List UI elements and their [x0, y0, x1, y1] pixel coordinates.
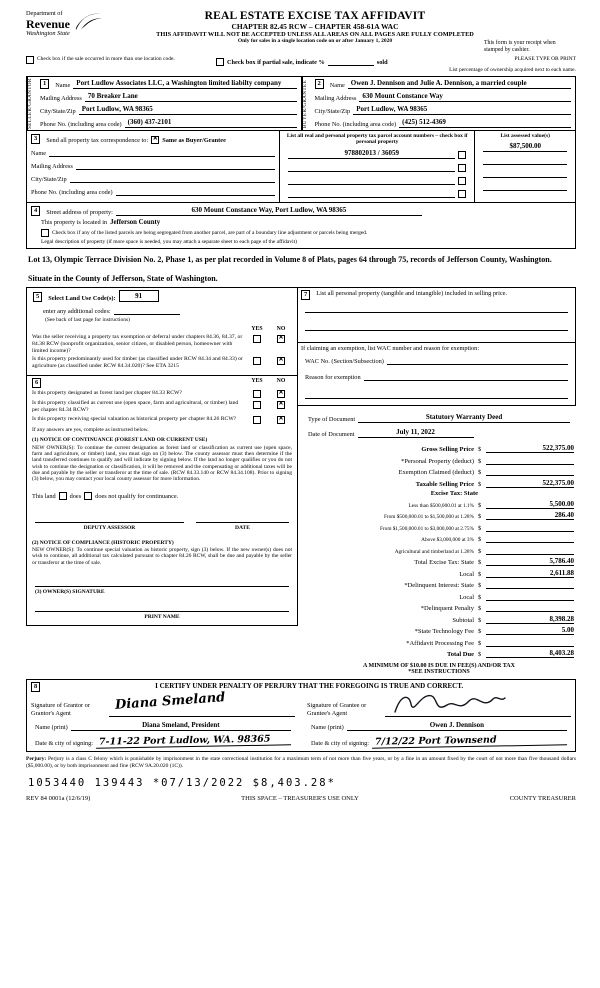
excise-state-header: Excise Tax: State: [430, 490, 478, 498]
certification-section: [26, 679, 576, 752]
taxable-price-label: Taxable Selling Price: [415, 480, 474, 488]
sec5-q2-yes-checkbox[interactable]: [253, 357, 261, 365]
exemption-section: [298, 343, 576, 407]
multi-location-label: Check box if the sale occurred in more than one location code.: [37, 56, 175, 63]
assessed-value-field[interactable]: $87,500.00: [483, 142, 567, 152]
located-county-value: Jefferson County: [110, 218, 161, 226]
delinquent-interest-value[interactable]: [486, 580, 574, 589]
located-in-label: This property is located in: [41, 218, 108, 226]
dor-swoosh-icon: [74, 10, 104, 34]
only-note: Only for sales in a single location code on or after January 1, 2020: [237, 38, 393, 44]
grantor-name-print-field[interactable]: Diana Smeland, President: [71, 721, 291, 731]
taxable-price-value[interactable]: 522,375.00: [486, 479, 574, 488]
seller-city-field[interactable]: Port Ludlow, WA 98365: [79, 105, 297, 115]
seller-mailing-label: Mailing Address: [40, 95, 82, 103]
owners-signature-label: (3) OWNER(S) SIGNATURE: [35, 589, 105, 596]
seller-side-label: SELLER/GRANTOR: [27, 77, 36, 130]
correspondence-section: [26, 131, 576, 203]
treasurer-space-label: THIS SPACE – TREASURER'S USE ONLY: [241, 795, 359, 802]
sec6-yes-header: YES: [251, 377, 263, 384]
perjury-paragraph: [26, 756, 576, 769]
assessed-field-4[interactable]: [483, 181, 567, 191]
does-not-label: does not qualify for continuance.: [95, 492, 179, 500]
local-label: Local: [459, 570, 474, 578]
date-of-document-label: Date of Document: [308, 431, 355, 439]
deputy-date-label: DATE: [235, 525, 250, 532]
exemption-deduct-label: Exemption Claimed (deduct): [398, 469, 474, 477]
rate1-value[interactable]: 5,500.00: [486, 500, 574, 509]
parcel-personal-checkbox-1[interactable]: [458, 151, 466, 159]
dor-logo-block: [26, 10, 146, 37]
grantor-name-print-label: Name (print): [35, 724, 68, 732]
total-due-label: Total Due: [446, 651, 474, 659]
tax-computation: Type of Document Statutory Warranty Deed Date of Document July 11, 2022 Gross Selling Price $ 522,375.00 *Personal Property (deduct) $ Exemption Claimed (deduct) $ Taxable Selling Price $ 522,375.00 Excise Tax: State Less than $500,000.01 at 1.1% $ 5,500.00 From $500,000.01 to $1,500,000 at 1.28% $ 286.40 From $1,500,000.01 to $3,000,000 at 2.75% $ Above $3,000,000 at 3% $ Agricultural and timberland at 1.28% $ Total Excise Tax: State $ 5,786.40 Local $ 2,611.88 *Delinquent Interest: State $ Local $ *Delinquent Penalty $ Subtotal $ 8,398.28 *State Technology Fee $ 5.00 *Affidavit Processing Fee $ Total Due $ 8,403.28 A MINIMUM OF $10.00 IS DUE IN FEE(S) AND/OR TAX *SEE INSTRUCTIONS: [298, 406, 576, 675]
sec5-no-header: NO: [276, 326, 286, 333]
sec5-yes-header: YES: [251, 326, 263, 333]
rate1-label: Less than $500,000.01 at 1.1%: [408, 502, 474, 509]
dept-line1: Department of: [26, 10, 63, 17]
parcel-personal-checkbox-4[interactable]: [458, 190, 466, 198]
parcel-field-2[interactable]: [288, 162, 455, 172]
sec5-question1: Was the seller receiving a property tax exemption or deferral under chapters 84.36, 84.37, or 84.38 RCW (nonprofit organization, senior citizen, or disabled person, homeowner with limited income)?: [32, 334, 243, 354]
grantor-signature-field[interactable]: [109, 690, 295, 717]
notice2-title: (2) NOTICE OF COMPLIANCE (HISTORIC PROPERTY): [32, 539, 174, 546]
warning-line: THIS AFFIDAVIT WILL NOT BE ACCEPTED UNLESS ALL AREAS ON ALL PAGES ARE FULLY COMPLETED: [156, 31, 474, 38]
legal-description-label: Legal description of property (if more space is needed, you may attach a separate sheet to each page of the affidavit): [41, 238, 297, 245]
send-correspondence-label: Send all property tax correspondence to:: [46, 137, 149, 145]
corr-name-field[interactable]: [49, 147, 275, 157]
partial-sale-checkbox[interactable]: [216, 58, 224, 66]
sec6-question1: Is this property designated as forest land per chapter 84.33 RCW?: [32, 389, 182, 396]
sec6-q2-no-checkbox[interactable]: ✕: [278, 400, 284, 407]
buyer-city-label: City/State/Zip: [314, 108, 351, 116]
grantee-name-print-field[interactable]: Owen J. Dennison: [347, 721, 567, 731]
grantor-signature-label: Signature of Grantor or Grantor's Agent: [31, 702, 90, 717]
corr-city-field[interactable]: [70, 173, 275, 183]
corr-mailing-label: Mailing Address: [31, 163, 73, 171]
partial-sold-label: sold: [376, 58, 388, 66]
sec5-q1-no-checkbox[interactable]: ✕: [278, 334, 284, 341]
subtotal-value[interactable]: 8,398.28: [486, 615, 574, 624]
rate3-label: From $1,500,000.01 to $3,000,000 at 2.75%: [379, 525, 474, 532]
street-address-field[interactable]: 630 Mount Constance Way, Port Ludlow, WA 98365: [116, 206, 422, 216]
print-name-label: PRINT NAME: [144, 614, 180, 621]
sec5-q1-yes-checkbox[interactable]: [253, 335, 261, 343]
middle-columns: [26, 287, 576, 676]
seller-section: [26, 76, 301, 131]
segregated-label: Check box if any of the listed parcels are being segregated from another parcel, are part of a boundary line adjustment or parcels being merged.: [52, 230, 368, 237]
deputy-assessor-label: DEPUTY ASSESSOR: [83, 525, 136, 532]
rate3-value[interactable]: [486, 523, 574, 532]
section1-number: 1: [40, 79, 49, 89]
does-not-qualify-checkbox[interactable]: [84, 492, 92, 500]
assessed-field-2[interactable]: [483, 155, 567, 165]
buyer-side-label: BUYER/GRANTEE: [302, 77, 311, 130]
minimum-note: A MINIMUM OF $10.00 IS DUE IN FEE(S) AND/OR TAX: [363, 663, 515, 670]
parcel-field-3[interactable]: [288, 175, 455, 185]
type-or-print: PLEASE TYPE OR PRINT: [514, 56, 576, 63]
notice2-text: NEW OWNER(S): To continue special valuation as historic property, sign (3) below. If the new owner(s) does not wish to continue, all additional tax calculated pursuant to chapter 84.26 RCW, shall be due and payable by the seller or transferor at the time of sale.: [32, 547, 292, 566]
buyer-city-field[interactable]: Port Ludlow, WA 98365: [353, 105, 571, 115]
grantee-signature-label: Signature of Grantee or Grantee's Agent: [307, 702, 367, 717]
sec6-q3-yes-checkbox[interactable]: [253, 416, 261, 424]
corr-phone-field[interactable]: [116, 186, 275, 196]
seller-name-label: Name: [55, 82, 71, 90]
partial-sale-label: Check box if partial sale, indicate %: [227, 58, 325, 66]
section4-number: 4: [31, 206, 40, 216]
total-state-value[interactable]: 5,786.40: [486, 557, 574, 566]
corr-phone-label: Phone No. (including area code): [31, 189, 113, 197]
affidavit-fee-value[interactable]: [486, 638, 574, 647]
does-qualify-checkbox[interactable]: [59, 492, 67, 500]
tech-fee-label: *State Technology Fee: [414, 628, 474, 636]
rate5-label: Agricultural and timberland at 1.28%: [394, 548, 474, 555]
grantor-date-city-label: Date & city of signing:: [35, 740, 94, 748]
buyer-name-field[interactable]: Owen J. Dennison and Julie A. Dennison, a married couple: [348, 79, 571, 89]
section6-number: 6: [32, 378, 41, 388]
buyer-name-label: Name: [329, 82, 345, 90]
see-instructions-note: *SEE INSTRUCTIONS: [408, 669, 470, 676]
grantee-name-print-label: Name (print): [311, 724, 344, 732]
seller-city-label: City/State/Zip: [40, 108, 76, 116]
if-yes-note: If any answers are yes, complete as instructed below.: [32, 426, 149, 433]
situate-line: Situate in the County of Jefferson, State of Washington.: [28, 273, 218, 283]
property-address-section: [26, 203, 576, 249]
continuance-section: [26, 376, 298, 626]
personal-property-label: List all personal property (tangible and intangible) included in selling price.: [316, 289, 508, 297]
rate5-value[interactable]: [486, 546, 574, 555]
sec5-q2-no-checkbox[interactable]: ✕: [278, 356, 284, 363]
parcel-personal-checkbox-2[interactable]: [458, 164, 466, 172]
certify-statement: I CERTIFY UNDER PENALTY OF PERJURY THAT THE FOREGOING IS TRUE AND CORRECT.: [155, 682, 464, 691]
grantor-date-city-field[interactable]: 7-11-22 Port Ludlow, WA. 98365: [96, 734, 291, 749]
dept-line3: Washington State: [26, 29, 70, 37]
notice1-text: NEW OWNER(S): To continue the current designation as forest land or classification as current use (open space, farm and agriculture, or timber) land, you must sign on (3) below. The county assessor must then determine if the land transferred continues to qualify and will indicate by signing below. If the land no longer qualifies or you do not wish to continue the designation or classification, it will be removed and the compensating or additional taxes will be due and payable by the seller or transferor at the time of sale. (RCW 84.33.140 or RCW 84.34.108). Prior to signing (3) below, you may contact your local county assessor for more information.: [32, 444, 292, 483]
personal-deduct-label: *Personal Property (deduct): [401, 457, 474, 465]
buyer-mailing-label: Mailing Address: [314, 95, 357, 103]
parcel-field-4[interactable]: [288, 188, 455, 198]
legal-description-text: Lot 13, Olympic Terrace Division No. 2, Phase 1, as per plat recorded in Volume 8 of Plats, pages 64 through 75, records of Jefferson County, Washington.: [28, 255, 552, 265]
pre-form-row: [26, 56, 576, 73]
exemption-header: If claiming an exemption, list WAC number and reason for exemption:: [301, 344, 480, 352]
parcel-header: List all real and personal property tax parcel account numbers – check box if personal property: [286, 133, 468, 146]
sec6-question2: Is this property classified as current use (open space, farm and agricultural, or timber) land per chapter 84.34 RCW?: [32, 400, 239, 413]
sec6-no-header: NO: [276, 377, 286, 384]
corr-mailing-field[interactable]: [76, 160, 275, 170]
exemption-deduct-value[interactable]: [486, 467, 574, 476]
form-title: REAL ESTATE EXCISE TAX AFFIDAVIT: [204, 10, 426, 22]
additional-codes-field[interactable]: [114, 305, 180, 315]
local-value[interactable]: 2,611.88: [486, 569, 574, 578]
rev-number: REV 84 0001a (12/6/19): [26, 795, 91, 802]
reason-field-2[interactable]: [305, 389, 568, 399]
partial-sale-percent-field[interactable]: [328, 56, 374, 66]
does-label: does: [69, 492, 82, 500]
sec6-q3-no-checkbox[interactable]: ✕: [278, 415, 284, 422]
buyer-phone-field[interactable]: (425) 512-4369: [399, 118, 571, 128]
section2-number: 2: [315, 79, 324, 89]
seller-phone-field[interactable]: (360) 437-2101: [125, 118, 297, 128]
section8-number: 8: [31, 682, 40, 692]
notice1-title: (1) NOTICE OF CONTINUANCE (FOREST LAND OR CURRENT USE): [32, 437, 208, 444]
additional-codes-label: enter any additional codes:: [43, 307, 111, 315]
buyer-phone-label: Phone No. (including area code): [314, 121, 397, 129]
seller-mailing-field[interactable]: 70 Breaker Lane: [85, 92, 297, 102]
segregated-checkbox[interactable]: [41, 229, 49, 237]
see-back-note: (See back of last page for instructions): [45, 316, 130, 323]
corr-city-label: City/State/Zip: [31, 176, 67, 184]
sec6-q1-no-checkbox[interactable]: ✕: [278, 390, 284, 397]
title-block: [146, 10, 484, 44]
parcel-personal-checkbox-3[interactable]: [458, 177, 466, 185]
rate4-label: Above $3,000,000 at 3%: [421, 537, 474, 544]
delinquent-local-label: Local: [459, 593, 474, 601]
wac-field[interactable]: [387, 355, 568, 365]
reason-label: Reason for exemption: [305, 374, 361, 382]
section3-number: 3: [31, 134, 40, 144]
grantee-date-city-field[interactable]: 7/12/22 Port Townsend: [372, 734, 567, 749]
date-of-document-field[interactable]: July 11, 2022: [358, 428, 474, 438]
rate2-label: From $500,000.01 to $1,500,000 at 1.28%: [383, 514, 474, 521]
sec6-q2-yes-checkbox[interactable]: [253, 401, 261, 409]
grantee-signature-scrawl: [389, 690, 509, 718]
ownership-note: List percentage of ownership acquired next to each name.: [449, 66, 576, 73]
tech-fee-value[interactable]: 5.00: [486, 626, 574, 635]
perjury-label: Perjury:: [26, 756, 47, 763]
reason-field[interactable]: [364, 371, 568, 381]
rate2-value[interactable]: 286.40: [486, 511, 574, 520]
assessed-field-3[interactable]: [483, 168, 567, 178]
assessed-header: List assessed value(s): [500, 133, 550, 140]
street-address-label: Street address of property:: [46, 208, 113, 216]
sec6-question3: Is this property receiving special valuation as historical property per chapter 84.26 RCW?: [32, 415, 237, 422]
chapter-line: CHAPTER 82.45 RCW – CHAPTER 458-61A WAC: [231, 22, 399, 31]
buyer-mailing-field[interactable]: 630 Mount Constance Way: [359, 92, 571, 102]
grantor-signature-text: Diana Smeland: [114, 690, 226, 714]
sec6-q1-yes-checkbox[interactable]: [253, 390, 261, 398]
buyer-section: [301, 76, 577, 131]
grantee-signature-field[interactable]: [385, 694, 571, 717]
gross-price-label: Gross Selling Price: [421, 446, 474, 454]
delinquent-interest-label: *Delinquent Interest: State: [404, 582, 474, 590]
owners-signature-line[interactable]: [35, 586, 289, 595]
form-footer: [26, 795, 576, 802]
delinquent-local-value[interactable]: [486, 592, 574, 601]
cashier-stamp: 1053440 139443 *07/13/2022 $8,403.28*: [28, 777, 336, 789]
land-qualify-pre: This land: [32, 492, 56, 500]
seller-name-field[interactable]: Port Ludlow Associates LLC, a Washington limited liabilty company: [73, 79, 296, 89]
wac-label: WAC No. (Section/Subsection): [305, 358, 384, 366]
personal-property-field-1[interactable]: [305, 303, 568, 313]
dept-line2: Revenue: [26, 16, 70, 31]
personal-property-section: [298, 287, 576, 343]
county-treasurer-label: COUNTY TREASURER: [509, 795, 576, 802]
type-of-document-label: Type of Document: [308, 416, 356, 424]
delinquent-penalty-value[interactable]: [486, 603, 574, 612]
receipt-note: This form is your receipt when stamped by cashier.: [484, 40, 556, 54]
affidavit-fee-label: *Affidavit Processing Fee: [406, 639, 474, 647]
gross-price-value[interactable]: 522,375.00: [486, 444, 574, 453]
multi-location-checkbox[interactable]: [26, 56, 34, 64]
form-header: [26, 10, 576, 54]
same-as-buyer-checkbox[interactable]: ✕: [152, 136, 158, 143]
same-as-buyer-label: Same as Buyer/Grantee: [162, 137, 226, 145]
land-use-label: Select Land Use Code(s):: [48, 294, 116, 302]
delinquent-penalty-label: *Delinquent Penalty: [420, 605, 474, 613]
section5-number: 5: [33, 292, 42, 302]
land-use-section: [26, 287, 298, 376]
corr-name-label: Name: [31, 150, 47, 158]
seller-phone-label: Phone No. (including area code): [40, 121, 122, 129]
grantee-date-city-label: Date & city of signing:: [311, 740, 370, 748]
sec5-question2: Is this property predominantly used for timber (as classified under RCW 84.34 and 84.33) or agriculture (as classified under RCW 84.34.020)? See ETA 3215: [32, 356, 243, 370]
land-use-code-field[interactable]: 91: [119, 290, 159, 302]
perjury-text: Perjury is a class C felony which is punishable by imprisonment in the state correctional institution for a maximum term of not more than five years, or by a fine in an amount fixed by the court of not more than five thousand dollars ($5,000.00), or by both imprisonment and fine (RCW 9A.20.020 (1C)).: [26, 756, 576, 769]
subtotal-label: Subtotal: [452, 616, 474, 624]
total-due-value[interactable]: 8,403.28: [486, 649, 574, 658]
parties-row: [26, 76, 576, 131]
print-name-line[interactable]: [35, 611, 289, 620]
type-of-document-field[interactable]: Statutory Warranty Deed: [358, 413, 570, 423]
section7-number: 7: [301, 290, 310, 300]
rate4-value[interactable]: [486, 534, 574, 543]
total-state-label: Total Excise Tax: State: [414, 559, 474, 567]
personal-property-field-2[interactable]: [305, 321, 568, 331]
personal-deduct-value[interactable]: [486, 456, 574, 465]
parcel-number-field[interactable]: 978802013 / 36059: [288, 149, 455, 159]
